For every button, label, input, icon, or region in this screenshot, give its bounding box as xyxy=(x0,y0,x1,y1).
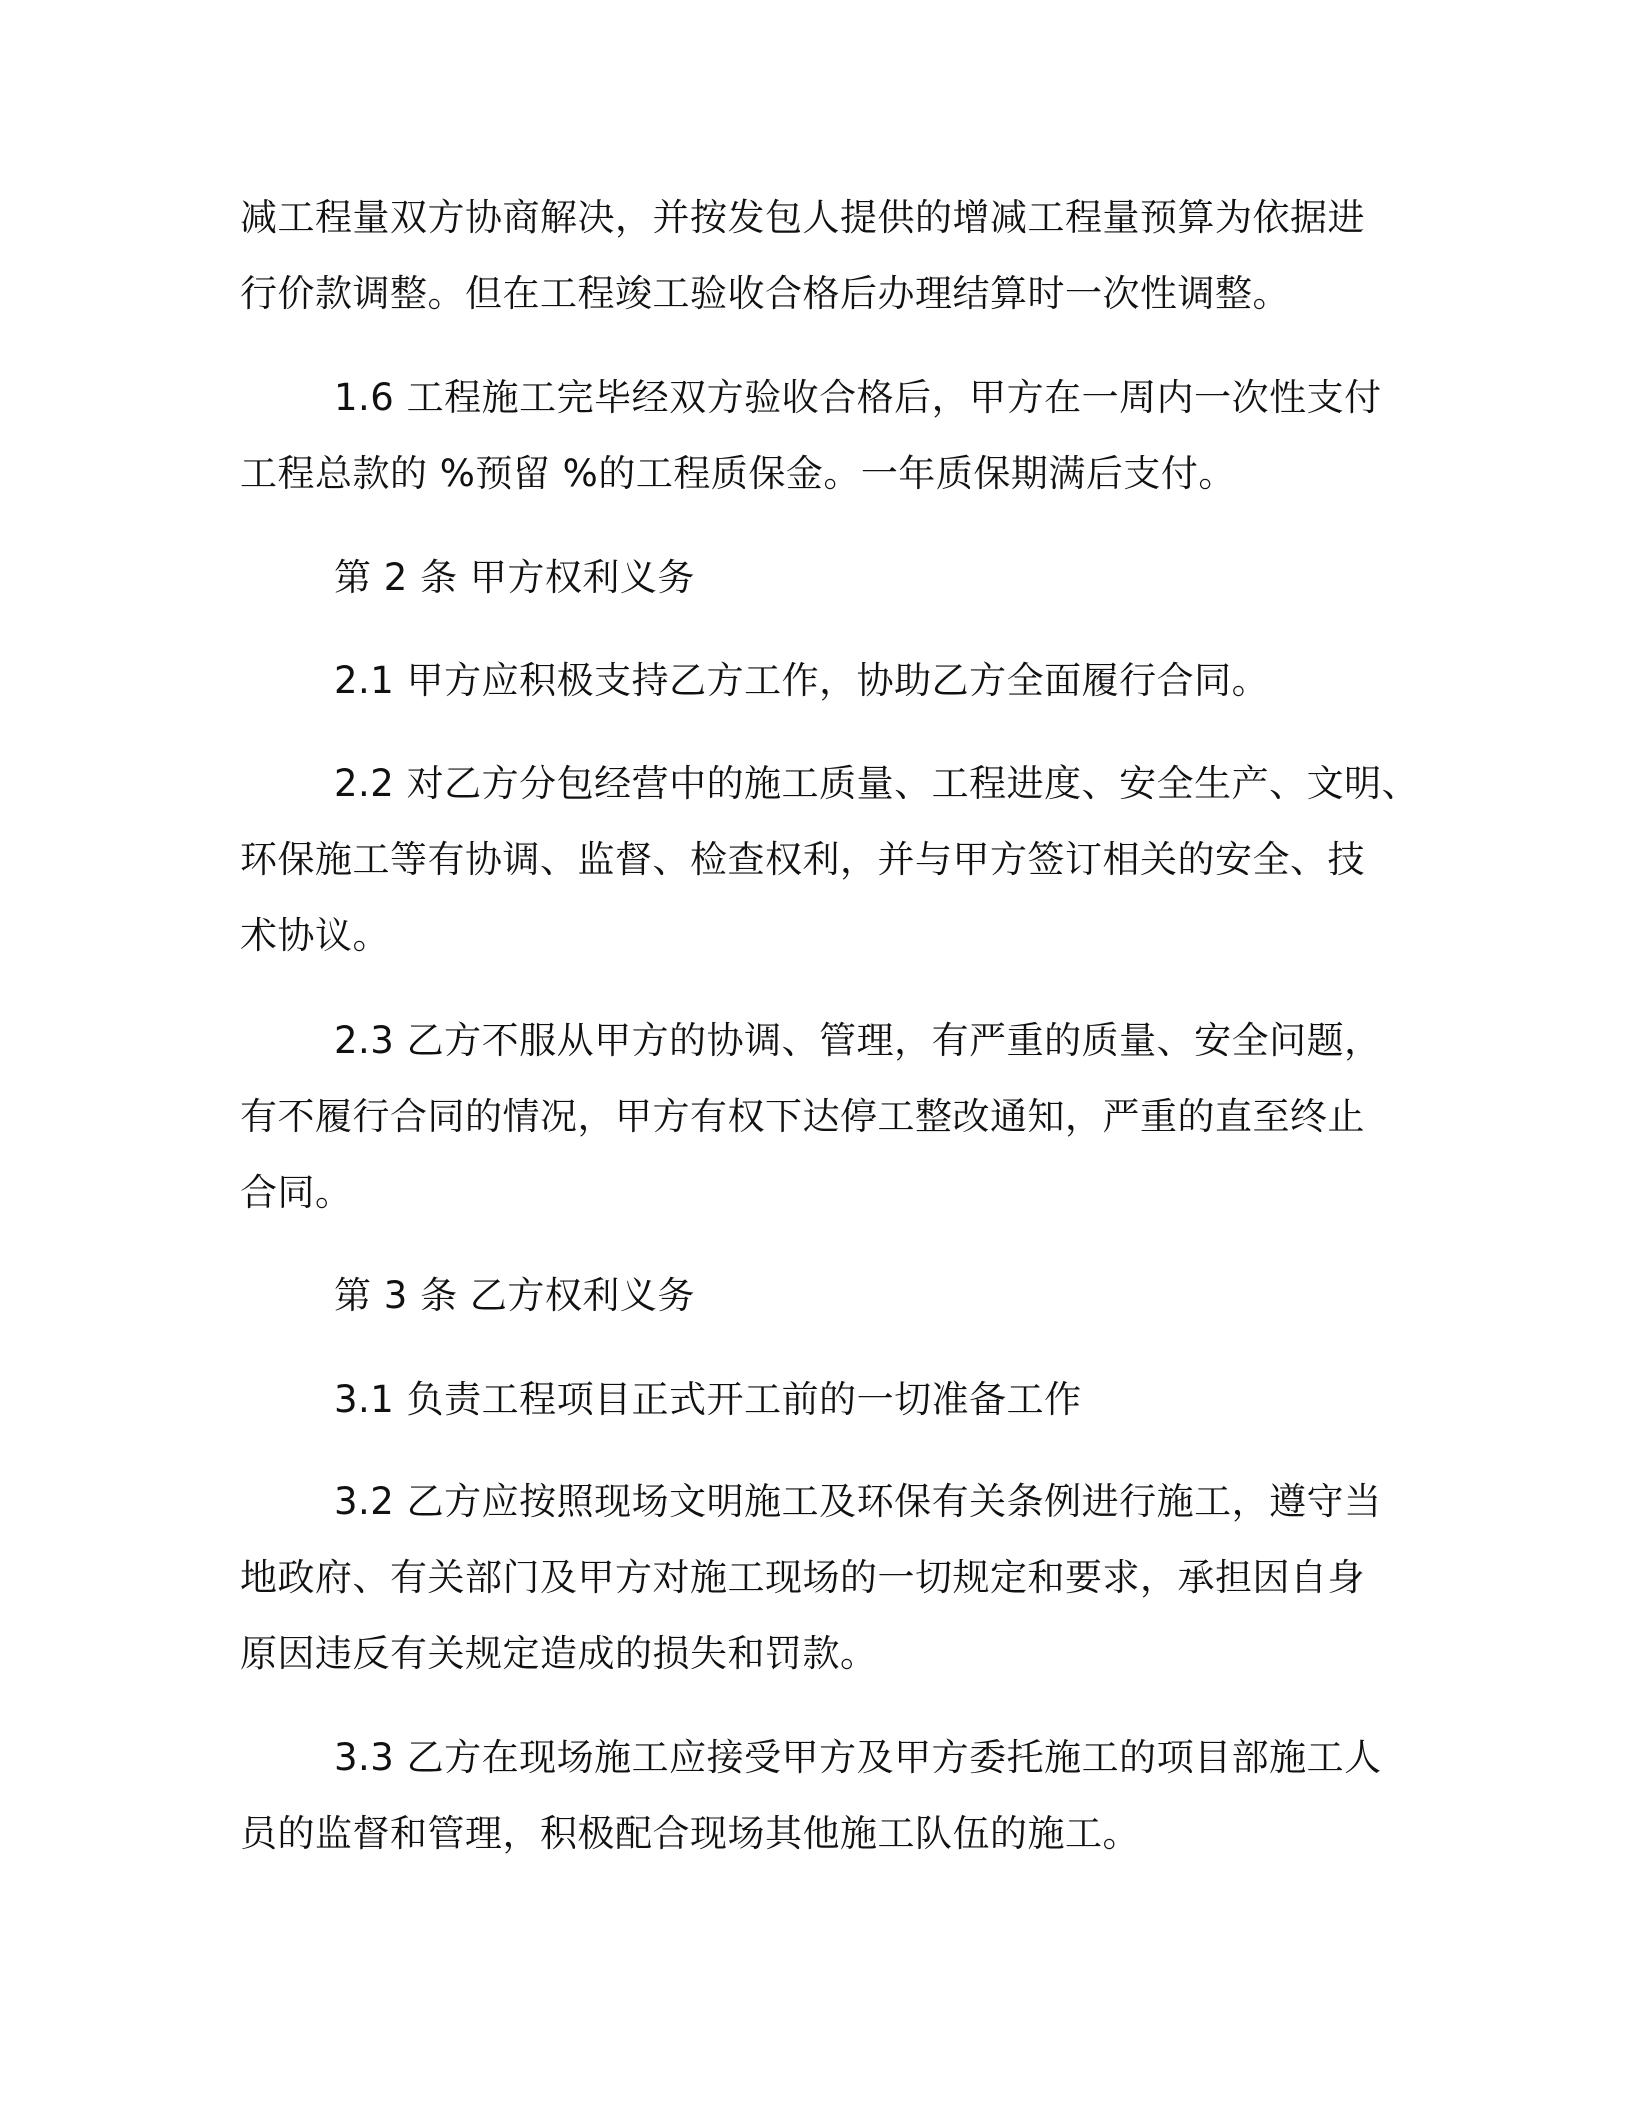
text-line: 环保施工等有协调、监督、检查权利，并与甲方签订相关的安全、技 xyxy=(240,838,1365,881)
text-line: 2.3 乙方不服从甲方的协调、管理，有严重的质量、安全问题， xyxy=(334,1019,1382,1062)
text-line: 行价款调整。但在工程竣工验收合格后办理结算时一次性调整。 xyxy=(240,272,1290,315)
text-line: 合同。 xyxy=(240,1171,353,1214)
section-heading: 第 3 条 乙方权利义务 xyxy=(334,1274,695,1317)
text-line: 工程总款的 %预留 %的工程质保金。一年质保期满后支付。 xyxy=(240,452,1236,495)
text-line: 员的监督和管理，积极配合现场其他施工队伍的施工。 xyxy=(240,1812,1140,1855)
text-line: 有不履行合同的情况，甲方有权下达停工整改通知，严重的直至终止 xyxy=(240,1095,1365,1138)
text-line: 2.1 甲方应积极支持乙方工作，协助乙方全面履行合同。 xyxy=(334,659,1270,702)
text-line: 减工程量双方协商解决，并按发包人提供的增减工程量预算为依据进 xyxy=(240,196,1365,239)
section-heading: 第 2 条 甲方权利义务 xyxy=(334,556,695,599)
text-line: 原因违反有关规定造成的损失和罚款。 xyxy=(240,1632,878,1675)
text-line: 3.1 负责工程项目正式开工前的一切准备工作 xyxy=(334,1378,1082,1421)
text-line: 术协议。 xyxy=(240,914,390,957)
text-line: 3.3 乙方在现场施工应接受甲方及甲方委托施工的项目部施工人 xyxy=(334,1736,1382,1779)
text-line: 3.2 乙方应按照现场文明施工及环保有关条例进行施工，遵守当 xyxy=(334,1480,1382,1523)
text-line: 1.6 工程施工完毕经双方验收合格后，甲方在一周内一次性支付 xyxy=(334,376,1382,419)
text-line: 地政府、有关部门及甲方对施工现场的一切规定和要求，承担因自身 xyxy=(240,1556,1365,1599)
text-line: 2.2 对乙方分包经营中的施工质量、工程进度、安全生产、文明、 xyxy=(334,762,1420,805)
